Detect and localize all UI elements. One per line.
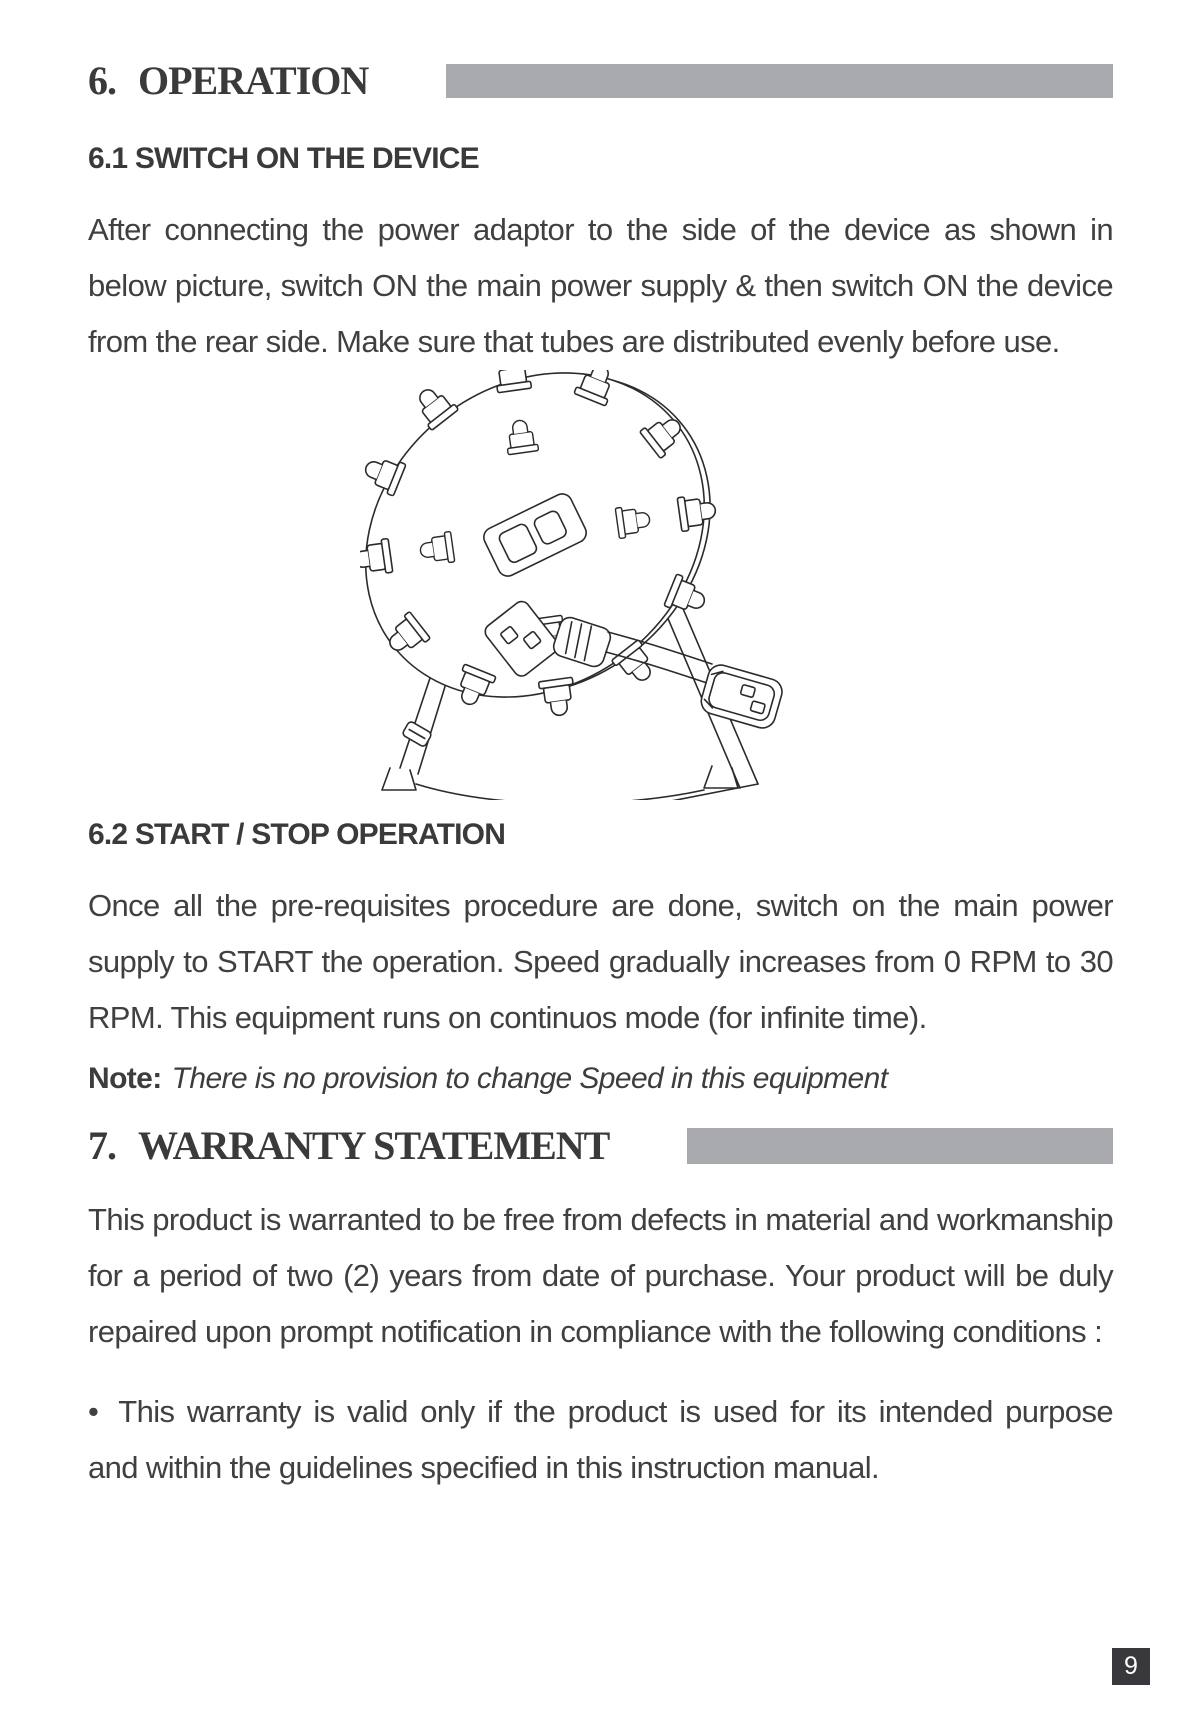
page-number-badge: 9 xyxy=(1112,1648,1150,1685)
section-6-bar xyxy=(446,64,1113,98)
device-figure xyxy=(88,370,1113,800)
section-6-number: 6. xyxy=(88,58,116,103)
para-warranty: This product is warranted to be free from defects in material and workmanship for a period of two (2) years from date of purchase. Your product will be duly repaired upon prompt notification in compliance with the following conditions : xyxy=(88,1202,1113,1349)
para-start-stop: Once all the pre-requisites procedure are done, switch on the main power supply to START the operation. Speed gradually increases from 0 RPM to 30 RPM. This equipment runs on continuos mode (for infinite time). xyxy=(88,888,1113,1035)
note xyxy=(88,1062,1113,1096)
section-7-number: 7. xyxy=(88,1123,116,1168)
section-7-bar xyxy=(687,1128,1113,1164)
section-6-header xyxy=(88,56,1113,106)
section-7-title xyxy=(88,1123,610,1168)
section-7-label: WARRANTY STATEMENT xyxy=(138,1123,610,1168)
note-label: Note: xyxy=(88,1062,162,1095)
para-switch-on-device: After connecting the power adaptor to the side of the device as shown in below picture, switch ON the main power supply & then switch ON the device from the rear side. Make sure that tubes are distributed evenly before use. xyxy=(88,212,1113,359)
heading-6-1: 6.1 SWITCH ON THE DEVICE xyxy=(88,142,479,175)
note-text: There is no provision to change Speed in this equipment xyxy=(171,1062,888,1095)
section-6-label: OPERATION xyxy=(138,58,369,103)
heading-6-2: 6.2 START / STOP OPERATION xyxy=(88,818,506,851)
rotator-device-illustration xyxy=(360,370,800,800)
warranty-bullet-item xyxy=(88,1384,1113,1496)
rotor-disc xyxy=(360,370,792,790)
bullet-icon: • xyxy=(88,1394,99,1429)
section-6-title xyxy=(88,58,369,103)
section-7-header xyxy=(88,1124,1113,1168)
warranty-bullet-text: This warranty is valid only if the product is used for its intended purpose and within the guidelines specified in this instruction manual. xyxy=(88,1394,1113,1485)
